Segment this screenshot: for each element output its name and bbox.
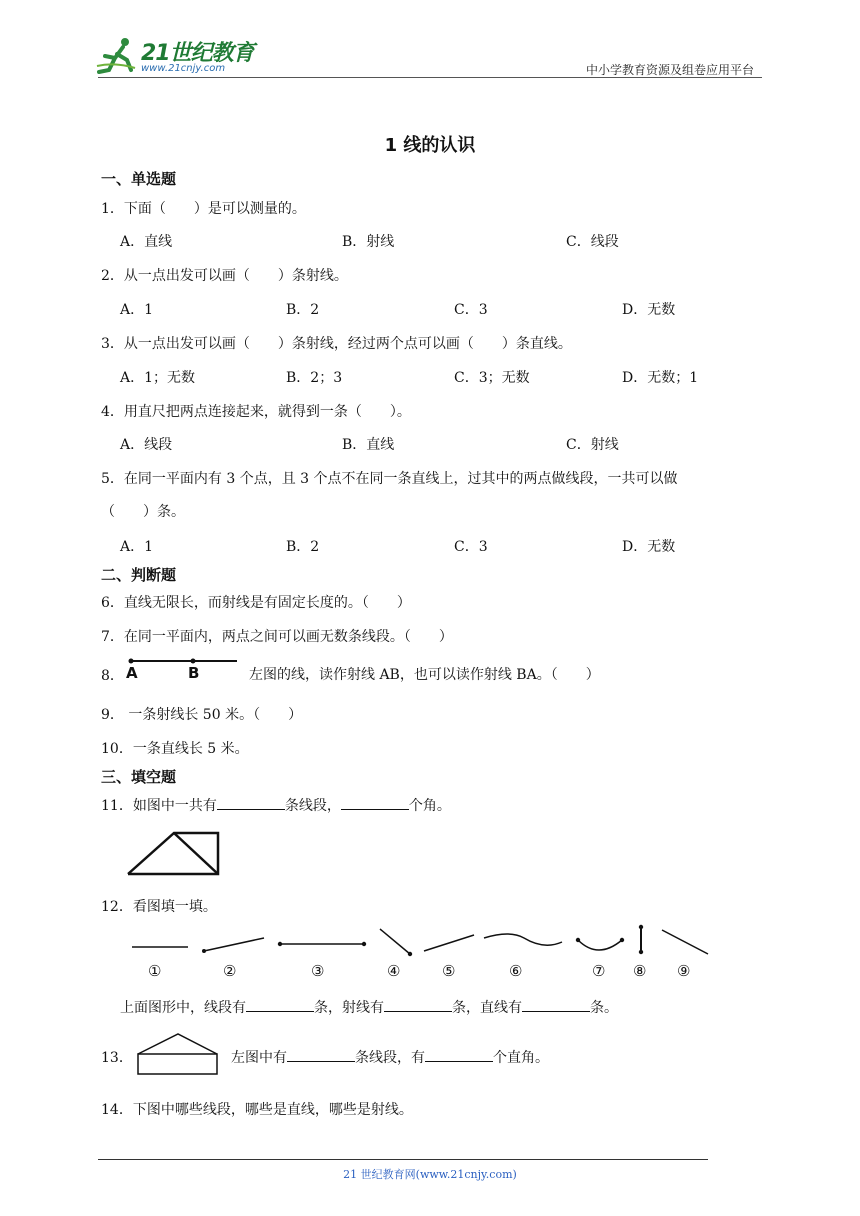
q13-part1: 左图中有 [231, 1050, 287, 1066]
q10-text: 10．一条直线长 5 米。 [101, 741, 249, 757]
section-heading-true-false: 二、判断题 [101, 566, 177, 584]
q5-stem-line1: 5．在同一平面内有 3 个点，且 3 个点不在同一条直线上，过其中的两点做线段，一共可以做 [101, 471, 678, 487]
q2-option-c[interactable]: C．3 [454, 302, 488, 318]
q2-stem: 2．从一点出发可以画（ ）条射线。 [101, 268, 348, 284]
q8-text: 左图的线，读作射线 AB，也可以读作射线 BA。（ ） [249, 667, 600, 683]
q13-text [231, 1047, 549, 1067]
q14-text: 14．下图中哪些线段，哪些是直线，哪些是射线。 [101, 1102, 413, 1118]
q9-text: 9． 一条射线长 50 米。（ ） [101, 707, 303, 723]
q12-label-7: ⑦ [592, 962, 606, 980]
q13-part3: 个直角。 [493, 1050, 549, 1066]
q4-option-a[interactable]: A．线段 [120, 437, 173, 453]
q6-text: 6．直线无限长，而射线是有固定长度的。（ ） [101, 595, 411, 611]
q2-option-a[interactable]: A．1 [120, 302, 154, 318]
q8-point-b-label: B [188, 664, 200, 682]
q11-figure [126, 830, 222, 876]
q11-part2: 条线段， [284, 798, 341, 814]
header-divider [98, 77, 762, 78]
q12-line-figures [128, 924, 718, 954]
q12-part2: 条，射线有 [314, 1000, 384, 1016]
q11-blank-segments[interactable] [217, 795, 285, 810]
page-title: 1 线的认识 [384, 135, 476, 156]
q12-label-8: ⑧ [633, 962, 647, 980]
logo [95, 36, 265, 78]
section-heading-single-choice: 一、单选题 [101, 170, 177, 188]
runner-icon [95, 36, 139, 76]
q13-blank-segments[interactable] [287, 1047, 355, 1062]
q8-number: 8． [101, 668, 124, 684]
q12-label-9: ⑨ [677, 962, 691, 980]
q3-stem: 3．从一点出发可以画（ ）条射线，经过两个点可以画（ ）条直线。 [101, 336, 572, 352]
q4-option-c[interactable]: C．射线 [566, 437, 619, 453]
q13-part2: 条线段，有 [355, 1050, 425, 1066]
q12-answer-line [120, 997, 618, 1017]
q1-option-c[interactable]: C．线段 [566, 234, 619, 250]
q7-text: 7．在同一平面内，两点之间可以画无数条线段。（ ） [101, 629, 453, 645]
q3-option-b[interactable]: B．2；3 [286, 370, 343, 386]
q1-option-a[interactable]: A．直线 [120, 234, 173, 250]
q3-option-c[interactable]: C．3；无数 [454, 370, 530, 386]
q12-part4: 条。 [590, 1000, 618, 1016]
q5-option-b[interactable]: B．2 [286, 539, 320, 555]
footer-divider [98, 1159, 708, 1160]
logo-text: 21世纪教育 [141, 41, 254, 66]
q5-option-c[interactable]: C．3 [454, 539, 488, 555]
q11-text [101, 795, 451, 815]
logo-url: www.21cnjy.com [141, 63, 226, 74]
q13-blank-right-angles[interactable] [425, 1047, 493, 1062]
q2-option-d[interactable]: D．无数 [622, 302, 676, 318]
footer-link[interactable]: 21 世纪教育网(www.21cnjy.com) [343, 1168, 517, 1181]
q11-blank-angles[interactable] [341, 795, 409, 810]
q12-label-4: ④ [387, 962, 401, 980]
q12-label-1: ① [148, 962, 162, 980]
q11-part1: 11．如图中一共有 [101, 798, 217, 814]
q13-number: 13． [101, 1050, 133, 1066]
q3-option-a[interactable]: A．1；无数 [120, 370, 196, 386]
q4-option-b[interactable]: B．直线 [342, 437, 395, 453]
q12-stem: 12．看图填一填。 [101, 899, 217, 915]
q12-blank-lines[interactable] [522, 997, 590, 1012]
q5-stem-line2: （ ）条。 [101, 504, 185, 520]
q1-option-b[interactable]: B．射线 [342, 234, 395, 250]
q12-label-3: ③ [311, 962, 325, 980]
header-platform-text: 中小学教育资源及组卷应用平台 [585, 63, 754, 77]
q2-option-b[interactable]: B．2 [286, 302, 320, 318]
q1-stem: 1．下面（ ）是可以测量的。 [101, 201, 306, 217]
q12-blank-rays[interactable] [384, 997, 452, 1012]
q4-stem: 4．用直尺把两点连接起来，就得到一条（ ）。 [101, 404, 411, 420]
q12-label-2: ② [223, 962, 237, 980]
q12-label-6: ⑥ [509, 962, 523, 980]
q12-blank-segments[interactable] [246, 997, 314, 1012]
q3-option-d[interactable]: D．无数；1 [622, 370, 699, 386]
q11-part3: 个角。 [408, 798, 451, 814]
q8-point-a-label: A [126, 664, 138, 682]
q8-ray-figure [127, 658, 242, 682]
q12-label-5: ⑤ [442, 962, 456, 980]
q12-part3: 条，直线有 [452, 1000, 522, 1016]
section-heading-fill-blank: 三、填空题 [101, 768, 177, 786]
q5-option-a[interactable]: A．1 [120, 539, 154, 555]
q13-figure [136, 1032, 220, 1076]
q12-part1: 上面图形中，线段有 [120, 1000, 246, 1016]
q5-option-d[interactable]: D．无数 [622, 539, 676, 555]
